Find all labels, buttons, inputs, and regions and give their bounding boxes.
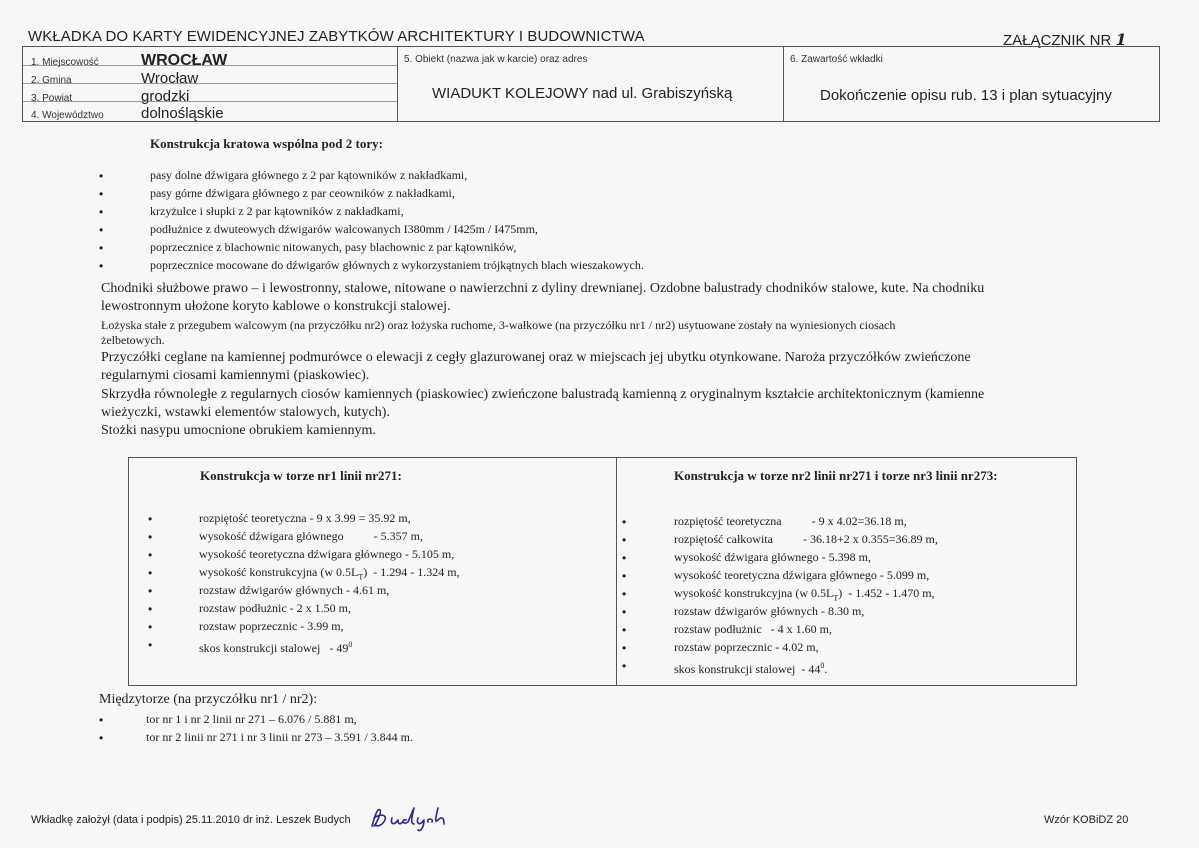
bullet-icon: • [148, 548, 153, 562]
value-commune: Wrocław [141, 70, 199, 87]
degree-sup: 0 [820, 661, 825, 670]
paragraph-abutments-cont: regularnymi ciosami kamiennymi (piaskowiec). [101, 368, 370, 383]
row-divider [23, 83, 397, 84]
truss-heading: Konstrukcja kratowa wspólna pod 2 tory: [150, 136, 383, 151]
bullet-icon: • [99, 187, 104, 201]
list-item [674, 586, 935, 605]
bullet-icon: • [99, 223, 104, 237]
bullet-icon: • [622, 515, 627, 529]
list-item [674, 658, 827, 677]
list-item: tor nr 1 i nr 2 linii nr 271 – 6.076 / 5.881 m, [146, 712, 357, 726]
bullet-icon: • [622, 641, 627, 655]
list-item: wysokość dźwigara głównego - 5.398 m, [674, 550, 871, 564]
label-locality: 1. Miejscowość [31, 57, 99, 68]
subscript: T [833, 593, 839, 603]
bullet-icon: • [622, 569, 627, 583]
list-item: poprzecznice z blachownic nitowanych, pasy blachownic z par kątowników, [150, 240, 517, 254]
list-item-text: wysokość konstrukcyjna (w 0.5L [674, 586, 834, 600]
form-title: WKŁADKA DO KARTY EWIDENCYJNEJ ZABYTKÓW ARCHITEKTURY I BUDOWNICTWA [28, 28, 645, 45]
list-item-text: wysokość konstrukcyjna (w 0.5L [199, 565, 359, 579]
bullet-icon: • [148, 512, 153, 526]
bullet-icon: • [99, 731, 104, 745]
bullet-icon: • [148, 530, 153, 544]
subscript: T [358, 572, 364, 582]
bullet-icon: • [99, 259, 104, 273]
footer-form: Wzór KOBiDZ 20 [1044, 814, 1129, 826]
track2-heading: Konstrukcja w torze nr2 linii nr271 i torze nr3 linii nr273: [674, 468, 998, 483]
label-object: 5. Obiekt (nazwa jak w karcie) oraz adres [404, 54, 588, 65]
bullet-icon: • [148, 602, 153, 616]
list-item: wysokość teoretyczna dźwigara głównego - 5.105 m, [199, 547, 455, 561]
value-content: Dokończenie opisu rub. 13 i plan sytuacyjny [820, 87, 1112, 104]
bullet-icon: • [148, 620, 153, 634]
attachment-label-text: ZAŁĄCZNIK NR [1003, 32, 1112, 49]
label-commune: 2. Gmina [31, 75, 72, 86]
list-item-text: skos konstrukcji stalowej - 49 [199, 641, 349, 655]
value-object: WIADUKT KOLEJOWY nad ul. Grabiszyńską [432, 85, 733, 102]
track1-heading: Konstrukcja w torze nr1 linii nr271: [200, 468, 402, 483]
list-item: krzyżulce i słupki z 2 par kątowników z nakładkami, [150, 204, 404, 218]
bullet-icon: • [622, 533, 627, 547]
paragraph-abutments: Przyczółki ceglane na kamiennej podmurówce o elewacji z cegły glazurowanej oraz w miejscach jej ubytku otynkowane. Naroża przyczółków zwieńczone [101, 350, 971, 365]
bullet-icon: • [99, 169, 104, 183]
bullet-icon: • [99, 205, 104, 219]
label-content: 6. Zawartość wkładki [790, 54, 883, 65]
attachment-number: 1 [1115, 30, 1127, 49]
list-item: pasy górne dźwigara głównego z par ceowników z nakładkami, [150, 186, 455, 200]
column-divider [616, 458, 617, 685]
table-divider [783, 47, 784, 121]
list-item [199, 565, 460, 584]
paragraph-wings: Skrzydła równoległe z regularnych ciosów kamiennych (piaskowiec) zwieńczone balustradą kamienną z oryginalnym kształcie architektonicznym (kamienne [101, 387, 985, 402]
paragraph-bearings: Łożyska stałe z przegubem walcowym (na przyczółku nr2) oraz łożyska ruchome, 3-wałkowe (na przyczółku nr1 / nr2) usytuowane zostały na wyniesionych ciosach [101, 318, 896, 332]
bullet-icon: • [622, 551, 627, 565]
list-item: rozstaw dźwigarów głównych - 4.61 m, [199, 583, 390, 597]
list-item: wysokość dźwigara głównego - 5.357 m, [199, 529, 423, 543]
row-divider [23, 101, 397, 102]
label-voivodeship: 4. Województwo [31, 110, 104, 121]
bullet-icon: • [148, 566, 153, 580]
bullet-icon: • [148, 638, 153, 652]
label-county: 3. Powiat [31, 93, 73, 104]
paragraph-cones: Stożki nasypu umocnione obrukiem kamiennym. [101, 423, 376, 438]
paragraph-wings-cont: wieżyczki, wstawki elementów stalowych, kutych). [101, 405, 390, 420]
footer-created: Wkładkę założył (data i podpis) 25.11.2010 dr inż. Leszek Budych [31, 814, 351, 826]
bullet-icon: • [622, 623, 627, 637]
value-voivodeship: dolnośląskie [141, 105, 224, 122]
list-item: podłużnice z dwuteowych dźwigarów walcowanych I380mm / I425m / I475mm, [150, 222, 538, 236]
bullet-icon: • [99, 713, 104, 727]
list-item-tail: ) - 1.294 - 1.324 m, [363, 565, 460, 579]
degree-sup: 0 [348, 640, 353, 649]
bullet-icon: • [99, 241, 104, 255]
list-item: wysokość teoretyczna dźwigara głównego - 5.099 m, [674, 568, 930, 582]
list-item: rozstaw podłużnic - 4 x 1.60 m, [674, 622, 832, 636]
list-item: rozpiętość całkowita - 36.18+2 x 0.355=36.89 m, [674, 532, 938, 546]
list-item: poprzecznice mocowane do dźwigarów głównych z wykorzystaniem trójkątnych blach wieszakowych. [150, 258, 644, 272]
paragraph-walkways: Chodniki służbowe prawo – i lewostronny, stalowe, nitowane o nawierzchni z dyliny drewnianej. Ozdobne balustrady chodników stalowe, kute. Na chodniku [101, 281, 985, 296]
list-item: tor nr 2 linii nr 271 i nr 3 linii nr 273 – 3.591 / 3.844 m. [146, 730, 413, 744]
value-county: grodzki [141, 88, 190, 105]
list-item-tail: . [824, 662, 828, 676]
paragraph-bearings-cont: żelbetowych. [101, 333, 165, 347]
intertrack-heading: Międzytorze (na przyczółku nr1 / nr2): [99, 692, 318, 707]
meta-table [22, 46, 1160, 122]
value-locality: WROCŁAW [141, 52, 228, 69]
bullet-icon: • [148, 584, 153, 598]
list-item: rozstaw poprzecznic - 4.02 m, [674, 640, 819, 654]
list-item: pasy dolne dźwigara głównego z 2 par kątowników z nakładkami, [150, 168, 468, 182]
list-item: rozstaw podłużnic - 2 x 1.50 m, [199, 601, 351, 615]
list-item: rozpiętość teoretyczna - 9 x 3.99 = 35.92 m, [199, 511, 411, 525]
list-item [199, 637, 352, 656]
list-item-text: skos konstrukcji stalowej - 44 [674, 662, 821, 676]
bullet-icon: • [622, 587, 627, 601]
signature [368, 802, 458, 832]
bullet-icon: • [622, 659, 627, 673]
table-divider [397, 47, 398, 121]
list-item: rozstaw dźwigarów głównych - 8.30 m, [674, 604, 865, 618]
list-item: rozpiętość teoretyczna - 9 x 4.02=36.18 m, [674, 514, 907, 528]
paragraph-walkways-cont: lewostronnym ułożone koryto kablowe o konstrukcji stalowej. [101, 299, 451, 314]
list-item-tail: ) - 1.452 - 1.470 m, [838, 586, 935, 600]
list-item: rozstaw poprzecznic - 3.99 m, [199, 619, 344, 633]
bullet-icon: • [622, 605, 627, 619]
